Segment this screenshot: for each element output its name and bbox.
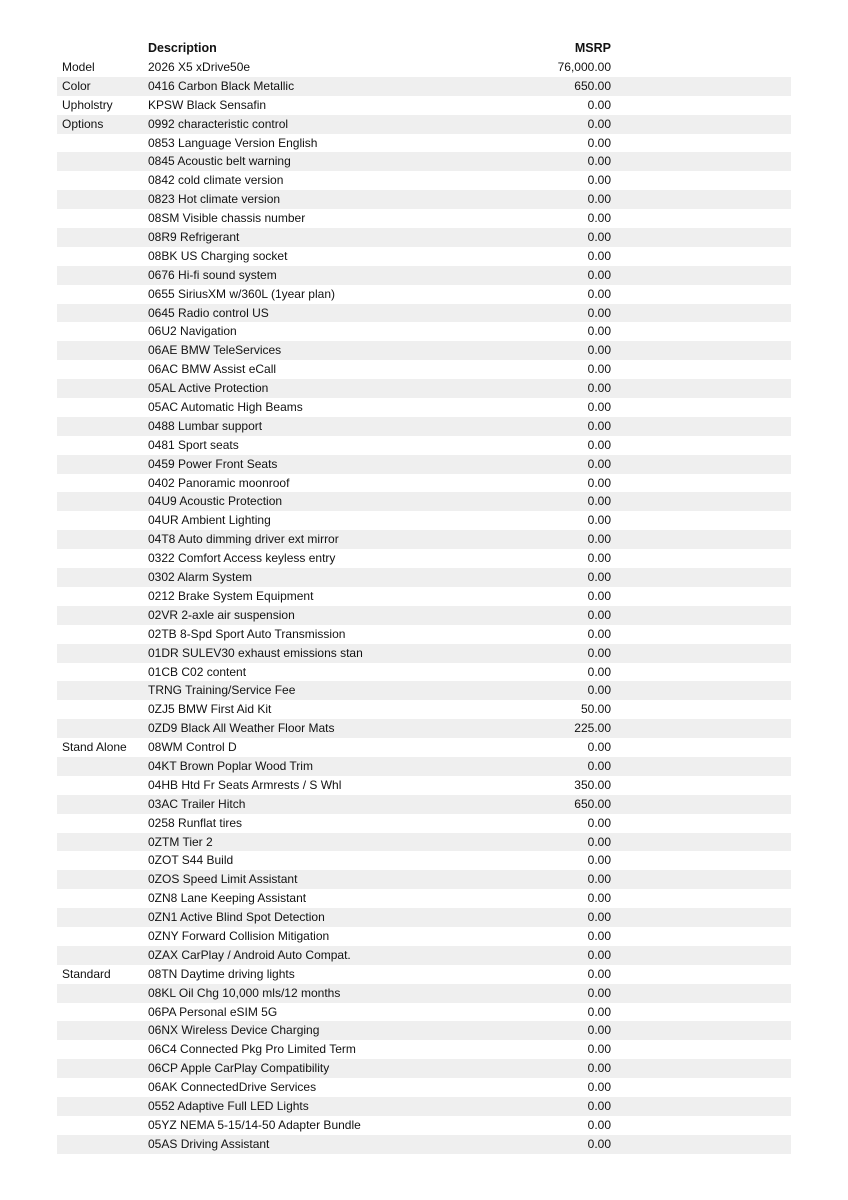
msrp-cell: 0.00	[587, 154, 611, 169]
description-cell: 0845 Acoustic belt warning	[148, 154, 291, 169]
description-cell: 06NX Wireless Device Charging	[148, 1023, 320, 1038]
description-cell: 08WM Control D	[148, 740, 237, 755]
description-cell: 03AC Trailer Hitch	[148, 796, 246, 811]
msrp-cell: 0.00	[587, 116, 611, 131]
description-cell: 01CB C02 content	[148, 664, 247, 679]
description-cell: 0481 Sport seats	[148, 437, 239, 452]
table-row	[57, 587, 791, 606]
description-cell: 0ZOS Speed Limit Assistant	[148, 872, 298, 887]
msrp-cell: 0.00	[587, 456, 611, 471]
msrp-cell: 0.00	[587, 286, 611, 301]
msrp-cell: 76,000.00	[557, 60, 611, 74]
msrp-cell: 0.00	[587, 192, 611, 207]
msrp-cell: 225.00	[574, 721, 611, 736]
table-row	[57, 436, 791, 455]
msrp-cell: 0.00	[587, 1080, 611, 1095]
table-row	[57, 266, 791, 285]
msrp-cell: 0.00	[587, 1136, 611, 1151]
msrp-cell: 0.00	[587, 1042, 611, 1057]
description-cell: 04U9 Acoustic Protection	[148, 494, 283, 509]
table-row	[57, 1040, 791, 1059]
table-row	[57, 927, 791, 946]
description-cell: 0212 Brake System Equipment	[148, 588, 314, 603]
description-cell: 0655 SiriusXM w/360L (1year plan)	[148, 286, 335, 301]
msrp-cell: 0.00	[587, 664, 611, 679]
table-row	[57, 1097, 791, 1116]
description-cell: 0ZJ5 BMW First Aid Kit	[148, 702, 272, 717]
msrp-cell: 0.00	[587, 494, 611, 509]
description-cell: 08BK US Charging socket	[148, 248, 288, 263]
msrp-cell: 0.00	[587, 966, 611, 981]
msrp-cell: 0.00	[587, 588, 611, 603]
table-row	[57, 247, 791, 266]
msrp-cell: 0.00	[587, 1023, 611, 1038]
table-row	[57, 795, 791, 814]
msrp-cell: 0.00	[587, 645, 611, 660]
table-row	[57, 681, 791, 700]
description-cell: 0ZTM Tier 2	[148, 834, 213, 849]
table-row	[57, 833, 791, 852]
description-cell: 0258 Runflat tires	[148, 815, 243, 830]
msrp-cell: 0.00	[587, 1004, 611, 1019]
table-row	[57, 663, 791, 682]
category-cell: Standard	[62, 966, 111, 981]
table-row	[57, 304, 791, 323]
table-row	[57, 228, 791, 247]
table-row	[57, 322, 791, 341]
description-cell: 0645 Radio control US	[148, 305, 269, 320]
msrp-cell: 0.00	[587, 381, 611, 396]
header-msrp-cell: MSRP	[574, 41, 611, 56]
description-cell: 05AC Automatic High Beams	[148, 400, 303, 415]
table-row	[57, 625, 791, 644]
table-row	[57, 851, 791, 870]
msrp-cell: 0.00	[587, 211, 611, 226]
msrp-cell: 0.00	[587, 910, 611, 925]
table-row	[57, 190, 791, 209]
table-row	[57, 700, 791, 719]
vehicle-price-table	[57, 39, 791, 1154]
msrp-cell: 0.00	[587, 758, 611, 773]
msrp-cell: 0.00	[587, 872, 611, 887]
description-cell: 08R9 Refrigerant	[148, 230, 240, 245]
description-cell: 0459 Power Front Seats	[148, 456, 278, 471]
description-cell: 0676 Hi-fi sound system	[148, 267, 277, 282]
table-row	[57, 889, 791, 908]
msrp-cell: 0.00	[587, 683, 611, 698]
description-cell: 0ZNY Forward Collision Mitigation	[148, 928, 330, 943]
msrp-cell: 0.00	[587, 551, 611, 566]
table-row	[57, 474, 791, 493]
msrp-cell: 0.00	[587, 437, 611, 452]
table-row	[57, 644, 791, 663]
description-cell: 05AL Active Protection	[148, 381, 269, 396]
table-row	[57, 417, 791, 436]
description-cell: 0488 Lumbar support	[148, 418, 263, 433]
msrp-cell: 0.00	[587, 1117, 611, 1132]
msrp-cell: 0.00	[587, 1098, 611, 1113]
table-row	[57, 908, 791, 927]
table-row	[57, 984, 791, 1003]
msrp-cell: 0.00	[587, 248, 611, 263]
table-row	[57, 209, 791, 228]
msrp-cell: 350.00	[574, 777, 611, 792]
description-cell: 06AK ConnectedDrive Services	[148, 1080, 317, 1095]
msrp-cell: 0.00	[587, 928, 611, 943]
description-cell: 05YZ NEMA 5-15/14-50 Adapter Bundle	[148, 1117, 361, 1132]
category-cell: Upholstry	[62, 97, 113, 112]
description-cell: 04UR Ambient Lighting	[148, 513, 271, 528]
table-row	[57, 738, 791, 757]
table-row	[57, 379, 791, 398]
msrp-cell: 0.00	[587, 607, 611, 622]
msrp-cell: 0.00	[587, 1061, 611, 1076]
table-row	[57, 965, 791, 984]
msrp-cell: 0.00	[587, 267, 611, 282]
table-row	[57, 1003, 791, 1022]
msrp-cell: 0.00	[587, 400, 611, 415]
msrp-cell: 650.00	[574, 78, 611, 93]
table-row	[57, 77, 791, 96]
description-cell: 04HB Htd Fr Seats Armrests / S Whl	[148, 777, 342, 792]
msrp-cell: 0.00	[587, 362, 611, 377]
msrp-cell: 0.00	[587, 834, 611, 849]
table-row	[57, 1021, 791, 1040]
description-cell: 04KT Brown Poplar Wood Trim	[148, 758, 313, 773]
table-row	[57, 398, 791, 417]
msrp-cell: 0.00	[587, 343, 611, 358]
description-cell: 06CP Apple CarPlay Compatibility	[148, 1061, 330, 1076]
msrp-cell: 0.00	[587, 324, 611, 339]
description-cell: 02VR 2-axle air suspension	[148, 607, 295, 622]
msrp-cell: 0.00	[587, 135, 611, 150]
header-description-cell: Description	[148, 41, 217, 56]
msrp-cell: 0.00	[587, 947, 611, 962]
description-cell: 0402 Panoramic moonroof	[148, 475, 290, 490]
table-row	[57, 1135, 791, 1154]
table-row	[57, 870, 791, 889]
table-row	[57, 1116, 791, 1135]
description-cell: KPSW Black Sensafin	[148, 97, 267, 112]
description-cell: 06C4 Connected Pkg Pro Limited Term	[148, 1042, 356, 1057]
description-cell: 0416 Carbon Black Metallic	[148, 78, 295, 93]
msrp-cell: 0.00	[587, 985, 611, 1000]
msrp-cell: 0.00	[587, 570, 611, 585]
description-cell: 0322 Comfort Access keyless entry	[148, 551, 336, 566]
description-cell: TRNG Training/Service Fee	[148, 683, 296, 698]
table-row	[57, 96, 791, 115]
msrp-cell: 0.00	[587, 173, 611, 188]
table-row	[57, 530, 791, 549]
description-cell: 0ZD9 Black All Weather Floor Mats	[148, 721, 335, 736]
table-row	[57, 1078, 791, 1097]
msrp-cell: 0.00	[587, 475, 611, 490]
msrp-cell: 0.00	[587, 230, 611, 245]
description-cell: 0302 Alarm System	[148, 570, 253, 585]
msrp-cell: 650.00	[574, 796, 611, 811]
table-row	[57, 814, 791, 833]
description-cell: 06PA Personal eSIM 5G	[148, 1004, 278, 1019]
category-cell: Model	[62, 60, 95, 74]
msrp-cell: 0.00	[587, 97, 611, 112]
msrp-cell: 0.00	[587, 513, 611, 528]
category-cell: Stand Alone	[62, 740, 127, 755]
msrp-cell: 0.00	[587, 740, 611, 755]
msrp-cell: 0.00	[587, 853, 611, 868]
msrp-cell: 0.00	[587, 626, 611, 641]
description-cell: 0552 Adaptive Full LED Lights	[148, 1098, 309, 1113]
table-row	[57, 134, 791, 153]
table-row	[57, 606, 791, 625]
table-row	[57, 1059, 791, 1078]
table-row	[57, 776, 791, 795]
table-row	[57, 492, 791, 511]
description-cell: 2026 X5 xDrive50e	[148, 60, 251, 74]
table-row	[57, 719, 791, 738]
table-row	[57, 549, 791, 568]
msrp-cell: 0.00	[587, 532, 611, 547]
table-row	[57, 946, 791, 965]
table-row	[57, 455, 791, 474]
description-cell: 06U2 Navigation	[148, 324, 237, 339]
table-row	[57, 757, 791, 776]
msrp-cell: 50.00	[580, 702, 611, 717]
category-cell: Options	[62, 116, 104, 131]
table-row	[57, 152, 791, 171]
table-row	[57, 58, 791, 77]
description-cell: 08KL Oil Chg 10,000 mls/12 months	[148, 985, 341, 1000]
table-row	[57, 171, 791, 190]
table-row	[57, 115, 791, 134]
description-cell: 0842 cold climate version	[148, 173, 284, 188]
description-cell: 01DR SULEV30 exhaust emissions stan	[148, 645, 363, 660]
description-cell: 0823 Hot climate version	[148, 192, 281, 207]
msrp-cell: 0.00	[587, 891, 611, 906]
description-cell: 0853 Language Version English	[148, 135, 318, 150]
table-header	[57, 39, 791, 58]
table-row	[57, 341, 791, 360]
description-cell: 02TB 8-Spd Sport Auto Transmission	[148, 626, 346, 641]
table-body	[57, 58, 791, 1154]
description-cell: 0992 characteristic control	[148, 116, 289, 131]
table-row	[57, 360, 791, 379]
table-row	[57, 511, 791, 530]
description-cell: 05AS Driving Assistant	[148, 1136, 270, 1151]
description-cell: 06AC BMW Assist eCall	[148, 362, 277, 377]
table-row	[57, 285, 791, 304]
description-cell: 0ZN8 Lane Keeping Assistant	[148, 891, 307, 906]
msrp-cell: 0.00	[587, 305, 611, 320]
description-cell: 08TN Daytime driving lights	[148, 966, 295, 981]
description-cell: 04T8 Auto dimming driver ext mirror	[148, 532, 339, 547]
table-row	[57, 568, 791, 587]
description-cell: 0ZOT S44 Build	[148, 853, 234, 868]
msrp-cell: 0.00	[587, 418, 611, 433]
category-cell: Color	[62, 78, 91, 93]
description-cell: 06AE BMW TeleServices	[148, 343, 282, 358]
description-cell: 0ZN1 Active Blind Spot Detection	[148, 910, 325, 925]
description-cell: 08SM Visible chassis number	[148, 211, 306, 226]
description-cell: 0ZAX CarPlay / Android Auto Compat.	[148, 947, 351, 962]
msrp-cell: 0.00	[587, 815, 611, 830]
